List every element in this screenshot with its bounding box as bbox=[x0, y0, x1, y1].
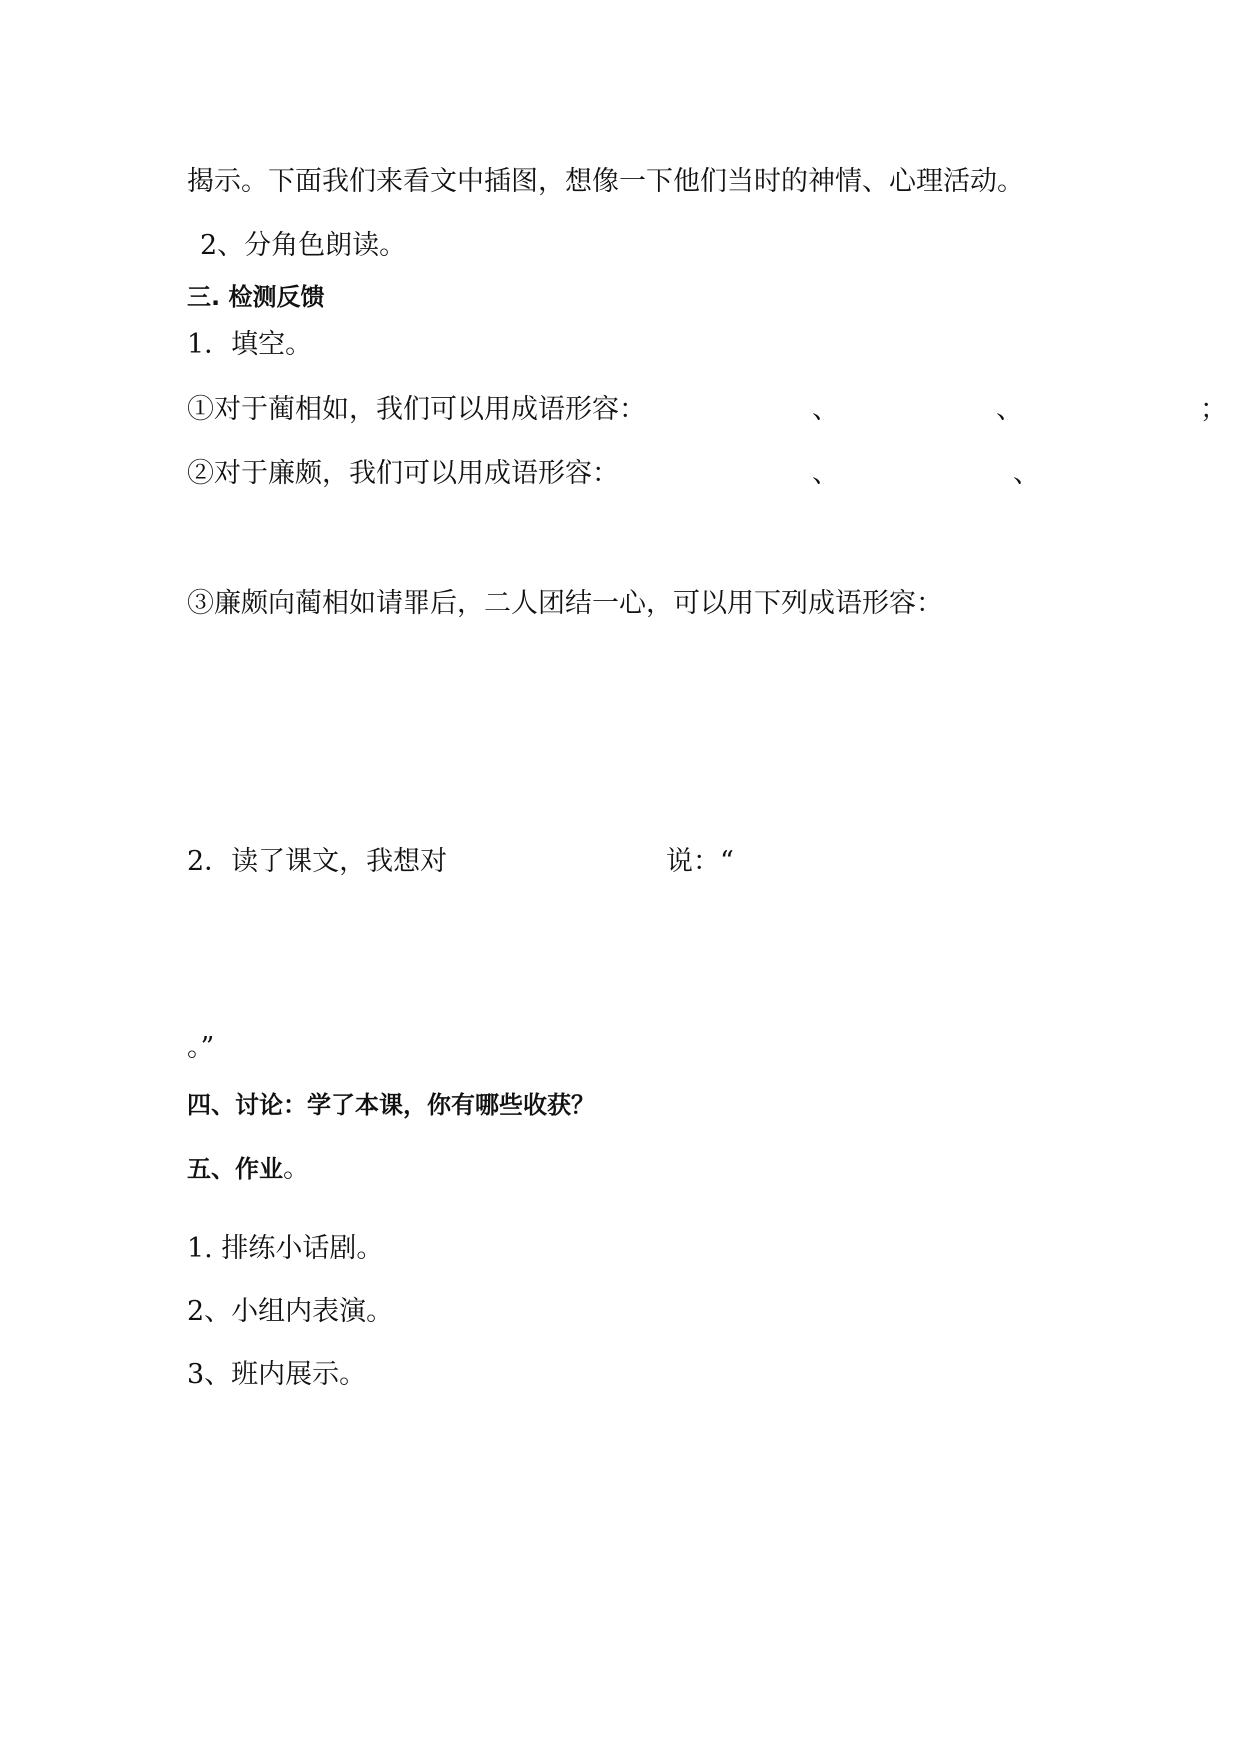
question-2-said: 说：“ bbox=[666, 846, 734, 877]
fill-item-3: ③廉颇向蔺相如请罪后，二人团结一心，可以用下列成语形容： bbox=[187, 588, 943, 619]
section-5-heading bbox=[187, 1155, 310, 1182]
fill-item-1-separator-2: 、 bbox=[996, 394, 1023, 425]
fill-item-2: ②对于廉颇，我们可以用成语形容： bbox=[187, 458, 619, 489]
question-2-closing-quote: 。” bbox=[187, 1032, 215, 1063]
question-2-prefix: 2．读了课文，我想对 bbox=[187, 846, 448, 877]
text-reveal-line: 揭示。下面我们来看文中插图，想像一下他们当时的神情、心理活动。 bbox=[187, 166, 1024, 197]
fill-item-1: ①对于蔺相如，我们可以用成语形容： bbox=[187, 394, 646, 425]
homework-item-2: 2、小组内表演。 bbox=[187, 1296, 394, 1327]
question-1-title: 1．填空。 bbox=[187, 329, 313, 360]
homework-item-3: 3、班内展示。 bbox=[187, 1359, 367, 1390]
section-5-title-period: 。 bbox=[283, 1153, 310, 1184]
section-3-title: 三. 检测反馈 bbox=[187, 283, 325, 311]
text-role-reading: 2、分角色朗读。 bbox=[200, 230, 407, 261]
fill-item-2-separator-2: 、 bbox=[1013, 458, 1040, 489]
section-5-title: 五、作业 bbox=[187, 1155, 283, 1183]
fill-item-1-end: ； bbox=[1200, 394, 1227, 425]
fill-item-1-separator-1: 、 bbox=[812, 394, 839, 425]
fill-item-2-separator-1: 、 bbox=[812, 458, 839, 489]
section-4-title: 四、讨论：学了本课，你有哪些收获？ bbox=[187, 1091, 595, 1119]
homework-item-1: 1. 排练小话剧。 bbox=[187, 1233, 384, 1264]
